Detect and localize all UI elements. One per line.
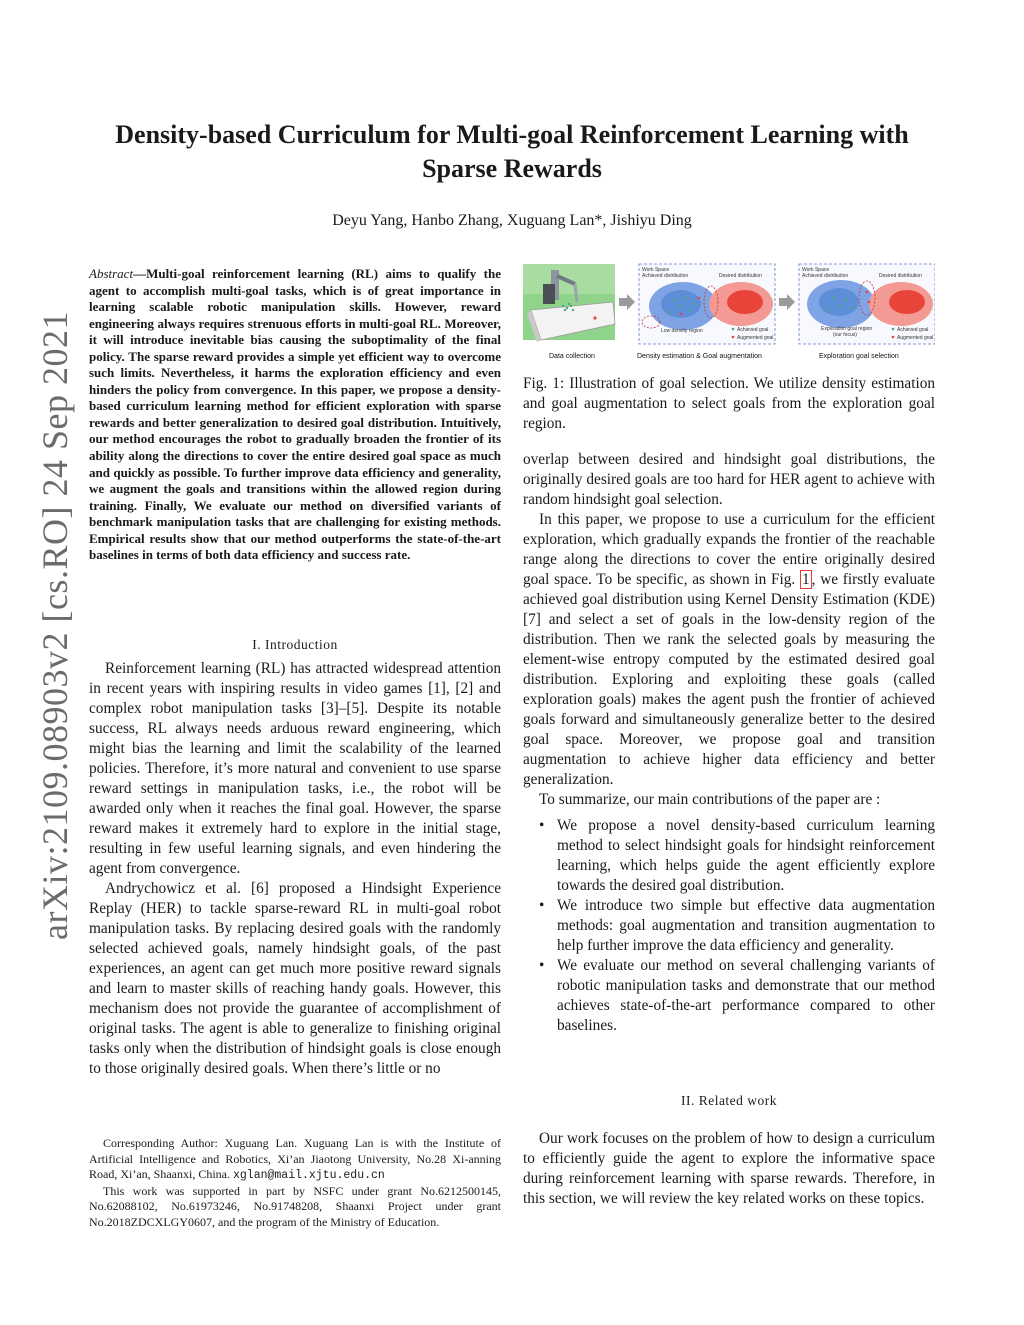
arxiv-identifier: arXiv:2109.08903v2 [cs.RO] 24 Sep 2021: [35, 311, 75, 940]
list-item: [523, 956, 935, 1036]
bullet-icon: •: [539, 957, 545, 974]
panel-label-data-collection: Data collection: [549, 353, 595, 360]
work-space-label-2: Work Space: [802, 267, 830, 273]
legend-augmented-goal: Augmented goal: [737, 335, 774, 341]
contribution-text: We propose a novel density-based curriculum learning method to select hindsight goals for hindsight reinforcement learning, which helps guide the agent efficiently explore towards the desired goal distribution.: [557, 817, 935, 894]
right-paragraph-2: To summarize, our main contributions of the paper are :: [539, 791, 881, 808]
low-density-region-label: Low density region: [661, 328, 703, 334]
abstract-lead: Abstract: [89, 266, 134, 281]
desired-distribution-label-2: Desired distribution: [879, 273, 922, 279]
contribution-text: We evaluate our method on several challenging variants of robotic manipulation tasks and demonstrate that our method achieves state-of-the-art performance compared to other baselines.: [557, 957, 935, 1034]
density-panel: [639, 264, 775, 344]
author-email[interactable]: xglan@mail.xjtu.edu.cn: [232, 1169, 385, 1182]
figure-reference-link[interactable]: 1: [802, 571, 810, 588]
section-heading-related-work: II. Related work: [680, 1093, 778, 1108]
footnote-affiliation: [89, 1136, 501, 1184]
figure-1: [523, 262, 935, 366]
figure-1-caption: Fig. 1: Illustration of goal selection. We utilize density estimation and goal augmentation to select goals from the exploration goal region.: [523, 375, 935, 432]
intro-paragraph-2: Andrychowicz et al. [6] proposed a Hindsight Experience Replay (HER) to tackle sparse-reward RL in multi-goal robot manipulation tasks. By replacing desired goals with the randomly selected achieved goals, namely hindsight goals, of the past experiences, an agent can get much more positive reward signals and learn to master skills of reaching handy goals. However, this mechanism does not provide the guarantee of accomplishment of original tasks. The agent is able to generalize to finishing original tasks only when the distribution of hindsight goals is close enough to those originally desired goals. When there’s little or no: [89, 880, 501, 1077]
abstract: [89, 266, 501, 564]
achieved-distribution-label: Achieved distribution: [642, 273, 689, 279]
figure-1-illustration: [523, 262, 935, 366]
right-column-body: [523, 450, 935, 1036]
bullet-icon: •: [539, 817, 545, 834]
intro-paragraph-1: Reinforcement learning (RL) has attracted widespread attention in recent years with inspiring results in video games [1], [2] and complex robot manipulation tasks [3]–[5]. Despite its notable success, RL always needs arduous reward engineering, which might bias the learning and limit the scalability of the learned policies. Therefore, it’s more natural and convenient to use sparse reward settings in manipulation tasks, i.e., the robot will be awarded only when it reaches the final goal. However, the sparse reward makes it extremely hard to explore in the initial stage, resulting in few useful learning signals, and even hindering the agent from convergence.: [89, 660, 501, 877]
right-paragraph-0: overlap between desired and hindsight goal distributions, the originally desired goals are too hard for HER agent to achieve with random hindsight goal selection.: [523, 451, 935, 508]
footnote: [89, 1136, 501, 1230]
right-paragraph-1-start: In this paper, we propose to use a curriculum for the efficient exploration, which gradually expands the frontier of the reachable range along the directions to cover the entire originally desired goal space. To be specific, as shown in Fig.: [523, 511, 935, 588]
right-paragraph-1-end: , we firstly evaluate achieved goal distribution using Kernel Density Estimation (KDE) [7] and select a set of goals in the low-density region of the distribution. Then we rank the selected goals by measuring the element-wise entropy computed by the estimated desired goal distribution. Exploring and exploiting these goals (called exploration goals) makes the agent push the frontier of achieved goals forward and simultaneously generalize better to the desired goal space. Moreover, we propose goal and transition augmentation to achieve higher data efficiency and better generalization.: [523, 571, 935, 788]
right-paragraph-1: [523, 510, 935, 790]
panel-label-density-estimation: Density estimation & Goal augmentation: [637, 353, 762, 360]
abstract-dash: —: [133, 266, 147, 281]
related-work-body: [523, 1129, 935, 1209]
desired-distribution-label: Desired distribution: [719, 273, 762, 279]
contributions-list: [523, 816, 935, 1036]
list-item: [523, 896, 935, 956]
related-paragraph-1: Our work focuses on the problem of how to design a curriculum to efficiently guide the agent to explore the informative space during reinforcement learning with sparse rewards. Therefore, in this section, we will review the key related works on these topics.: [523, 1130, 935, 1207]
paper-authors: Deyu Yang, Hanbo Zhang, Xuguang Lan*, Jishiyu Ding: [332, 212, 692, 229]
paper-title: Density-based Curriculum for Multi-goal Reinforcement Learning with Sparse Rewards: [115, 120, 909, 183]
our-focus-label: (our focus): [833, 332, 857, 338]
contribution-text: We introduce two simple but effective data augmentation methods: goal augmentation and transition augmentation to help further improve the data efficiency and generality.: [557, 897, 935, 954]
footnote-funding: This work was supported in part by NSFC under grant No.6212500145, No.62088102, No.61973246, No.91748208, Shaanxi Project under grant No.2018ZDCXLGY0607, and the program of the Ministry of Education.: [89, 1183, 501, 1229]
work-space-label: Work Space: [642, 267, 670, 273]
section-heading-introduction: I. Introduction: [252, 637, 338, 652]
legend-achieved-goal-2: Achieved goal: [897, 327, 929, 333]
abstract-text: Multi-goal reinforcement learning (RL) aims to qualify the agent to accomplish multi-goal tasks, which is of great importance in learning scalable robotic manipulation skills. However, reward engineering always requires strenuous efforts in multi-goal RL. Moreover, it will introduce inevitable bias causing the suboptimality of the final policy. The sparse reward provides a simple yet efficient way to overcome such limits. Nevertheless, it harms the exploration efficiency and even hinders the policy from convergence. In this paper, we propose a density-based curriculum learning method for efficient exploration with sparse rewards and better generalization to desired goal distribution. Intuitively, our method encourages the robot to gradually broaden the frontier of its ability along the directions to cover the entire desired goal space as much and quickly as possible. To further improve data efficiency and generality, we augment the goals and transitions within the allowed region during training. Finally, We evaluate our method on diversified variants of benchmark manipulation tasks that are challenging for existing methods. Empirical results show that our method outperforms the state-of-the-art baselines in terms of both data efficiency and success rate.: [89, 266, 501, 563]
panel-label-exploration-goal-selection: Exploration goal selection: [819, 353, 899, 360]
bullet-icon: •: [539, 897, 545, 914]
legend-augmented-goal-2: Augmented goal: [897, 335, 934, 341]
exploration-goal-region-label: Exploration goal region: [821, 326, 873, 332]
legend-achieved-goal: Achieved goal: [737, 327, 769, 333]
footnote-affiliation-text: Corresponding Author: Xuguang Lan. Xuguang Lan is with the Institute of Artificial Intelligence and Robotics, Xi’an Jiaotong University, No.28 Xi-anning Road, Xi’an, Shaanxi, China.: [89, 1136, 501, 1181]
exploration-panel: [799, 264, 935, 344]
list-item: [523, 816, 935, 896]
robot-scene: [523, 264, 615, 342]
introduction-body: [89, 659, 501, 1079]
achieved-distribution-label-2: Achieved distribution: [802, 273, 849, 279]
